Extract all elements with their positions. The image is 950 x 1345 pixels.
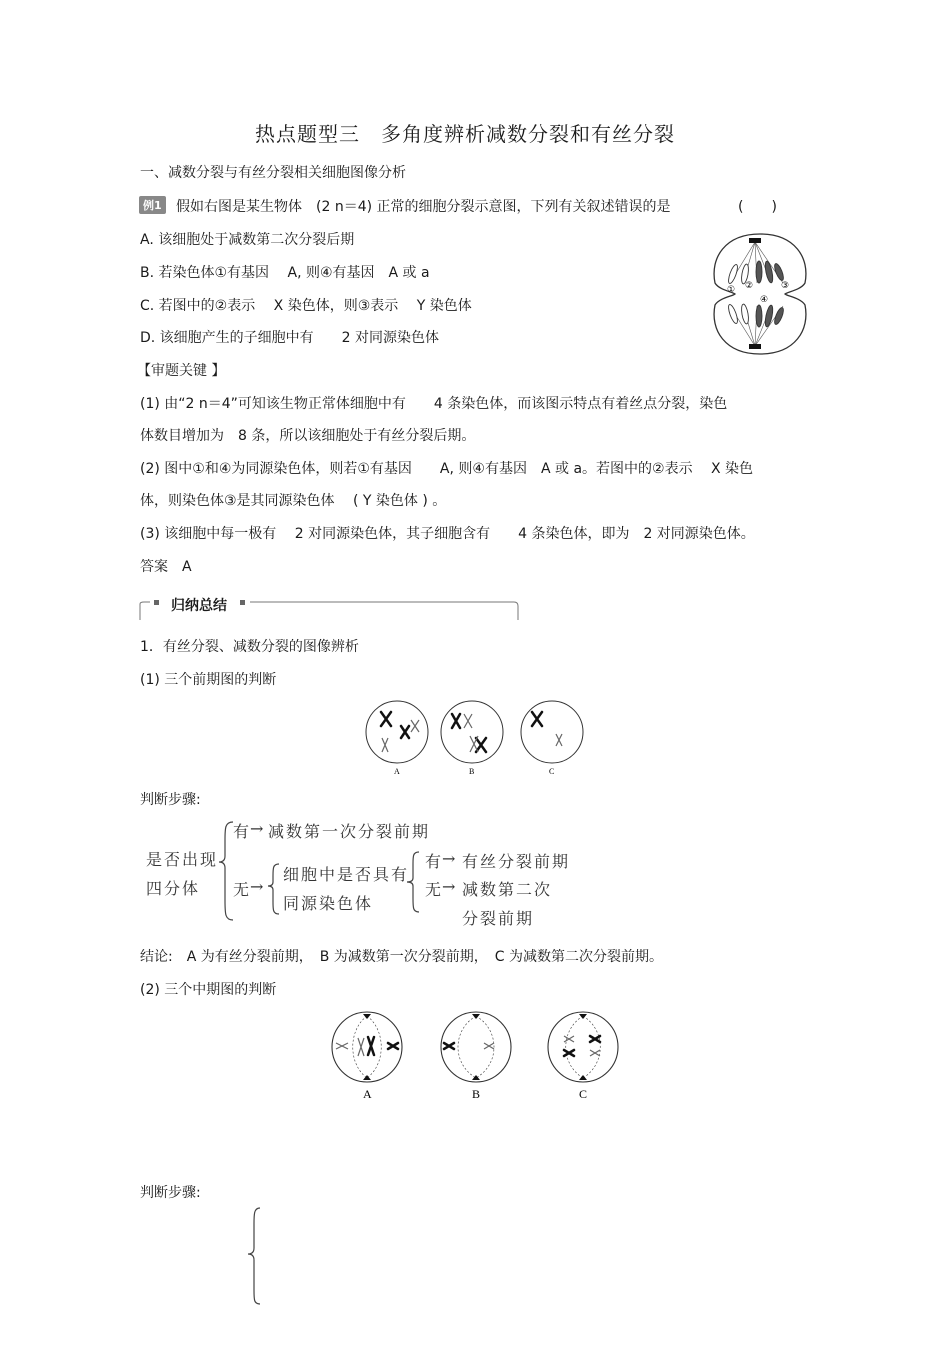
flow-arrow-4: → xyxy=(442,877,458,896)
metaphase-label-b: B xyxy=(472,1087,481,1101)
sub-point-2: (2) 三个中期图的判断 xyxy=(140,982,277,998)
flow-question-2a: 细胞中是否具有 xyxy=(283,865,410,884)
summary-box-title: 归纳总结 xyxy=(171,598,227,614)
example-stem: 假如右图是某生物体 (2 n＝4) 正常的细胞分裂示意图，下列有关叙述错误的是 xyxy=(176,199,671,215)
flow-result-3b: 分裂前期 xyxy=(462,909,535,928)
prophase-label-c: C xyxy=(549,767,555,776)
option-a: A. 该细胞处于减数第二次分裂后期 xyxy=(140,232,355,248)
analysis-3: (3) 该细胞中每一极有 2 对同源染色体，其子细胞含有 4 条染色体，即为 2 对同源染色体。 xyxy=(140,526,755,542)
flow-question-2b: 同源染色体 xyxy=(283,894,374,913)
flow-question-1a: 是否出现 xyxy=(146,850,219,869)
steps-label: 判断步骤: xyxy=(140,792,201,808)
point-1: 1．有丝分裂、减数分裂的图像辨析 xyxy=(140,639,359,655)
prophase-figures xyxy=(360,700,590,780)
metaphase-figures xyxy=(328,1010,628,1105)
analysis-1b: 体数目增加为 8 条，所以该细胞处于有丝分裂后期。 xyxy=(140,428,476,444)
key-heading: 【审题关键 】 xyxy=(137,363,226,379)
metaphase-label-c: C xyxy=(579,1087,588,1101)
page-title: 热点题型三 多角度辨析减数分裂和有丝分裂 xyxy=(255,122,675,146)
flow-no-2: 无 xyxy=(425,880,444,899)
prophase-label-b: B xyxy=(469,767,475,776)
option-b: B. 若染色体①有基因 A, 则④有基因 A 或 a xyxy=(140,265,430,281)
analysis-2b: 体，则染色体③是其同源染色体 ( Y 染色体 ) 。 xyxy=(140,493,447,509)
flow-yes-2: 有 xyxy=(425,852,444,871)
flow-arrow-1: → xyxy=(250,819,266,838)
empty-brace xyxy=(246,1206,266,1306)
section-heading: 一、减数分裂与有丝分裂相关细胞图像分析 xyxy=(140,165,406,181)
flow-result-2: 有丝分裂前期 xyxy=(462,852,571,871)
flow-result-3a: 减数第二次 xyxy=(462,880,553,899)
analysis-1a: (1) 由“2 n＝4”可知该生物正常体细胞中有 4 条染色体，而该图示特点有着丝点分裂，染色 xyxy=(140,396,728,412)
answer: 答案 A xyxy=(140,559,192,575)
chromosome-label-1: ① xyxy=(727,285,736,295)
flow-question-1b: 四分体 xyxy=(146,879,201,898)
flow-arrow-3: → xyxy=(442,849,458,868)
example-tag: 例1 xyxy=(139,196,166,214)
flow-result-1: 减数第一次分裂前期 xyxy=(268,822,431,841)
option-c: C. 若图中的②表示 X 染色体，则③表示 Y 染色体 xyxy=(140,298,472,314)
steps-label-2: 判断步骤: xyxy=(140,1185,201,1201)
answer-parentheses: ( ) xyxy=(738,199,777,215)
analysis-2a: (2) 图中①和④为同源染色体，则若①有基因 A, 则④有基因 A 或 a。若图中的②表示 X 染色 xyxy=(140,461,754,477)
flow-yes-1: 有 xyxy=(233,822,252,841)
metaphase-label-a: A xyxy=(363,1087,372,1101)
flow-arrow-2: → xyxy=(250,877,266,896)
sub-point-1: (1) 三个前期图的判断 xyxy=(140,672,277,688)
chromosome-label-3: ③ xyxy=(781,281,790,291)
anaphase-cell-figure xyxy=(705,228,815,360)
chromosome-label-4: ④ xyxy=(760,295,769,305)
conclusion: 结论: A 为有丝分裂前期， B 为减数第一次分裂前期， C 为减数第二次分裂前期。 xyxy=(140,949,664,965)
option-d: D. 该细胞产生的子细胞中有 2 对同源染色体 xyxy=(140,330,440,346)
prophase-label-a: A xyxy=(394,767,400,776)
chromosome-label-2: ② xyxy=(745,281,754,291)
flow-no-1: 无 xyxy=(233,880,252,899)
